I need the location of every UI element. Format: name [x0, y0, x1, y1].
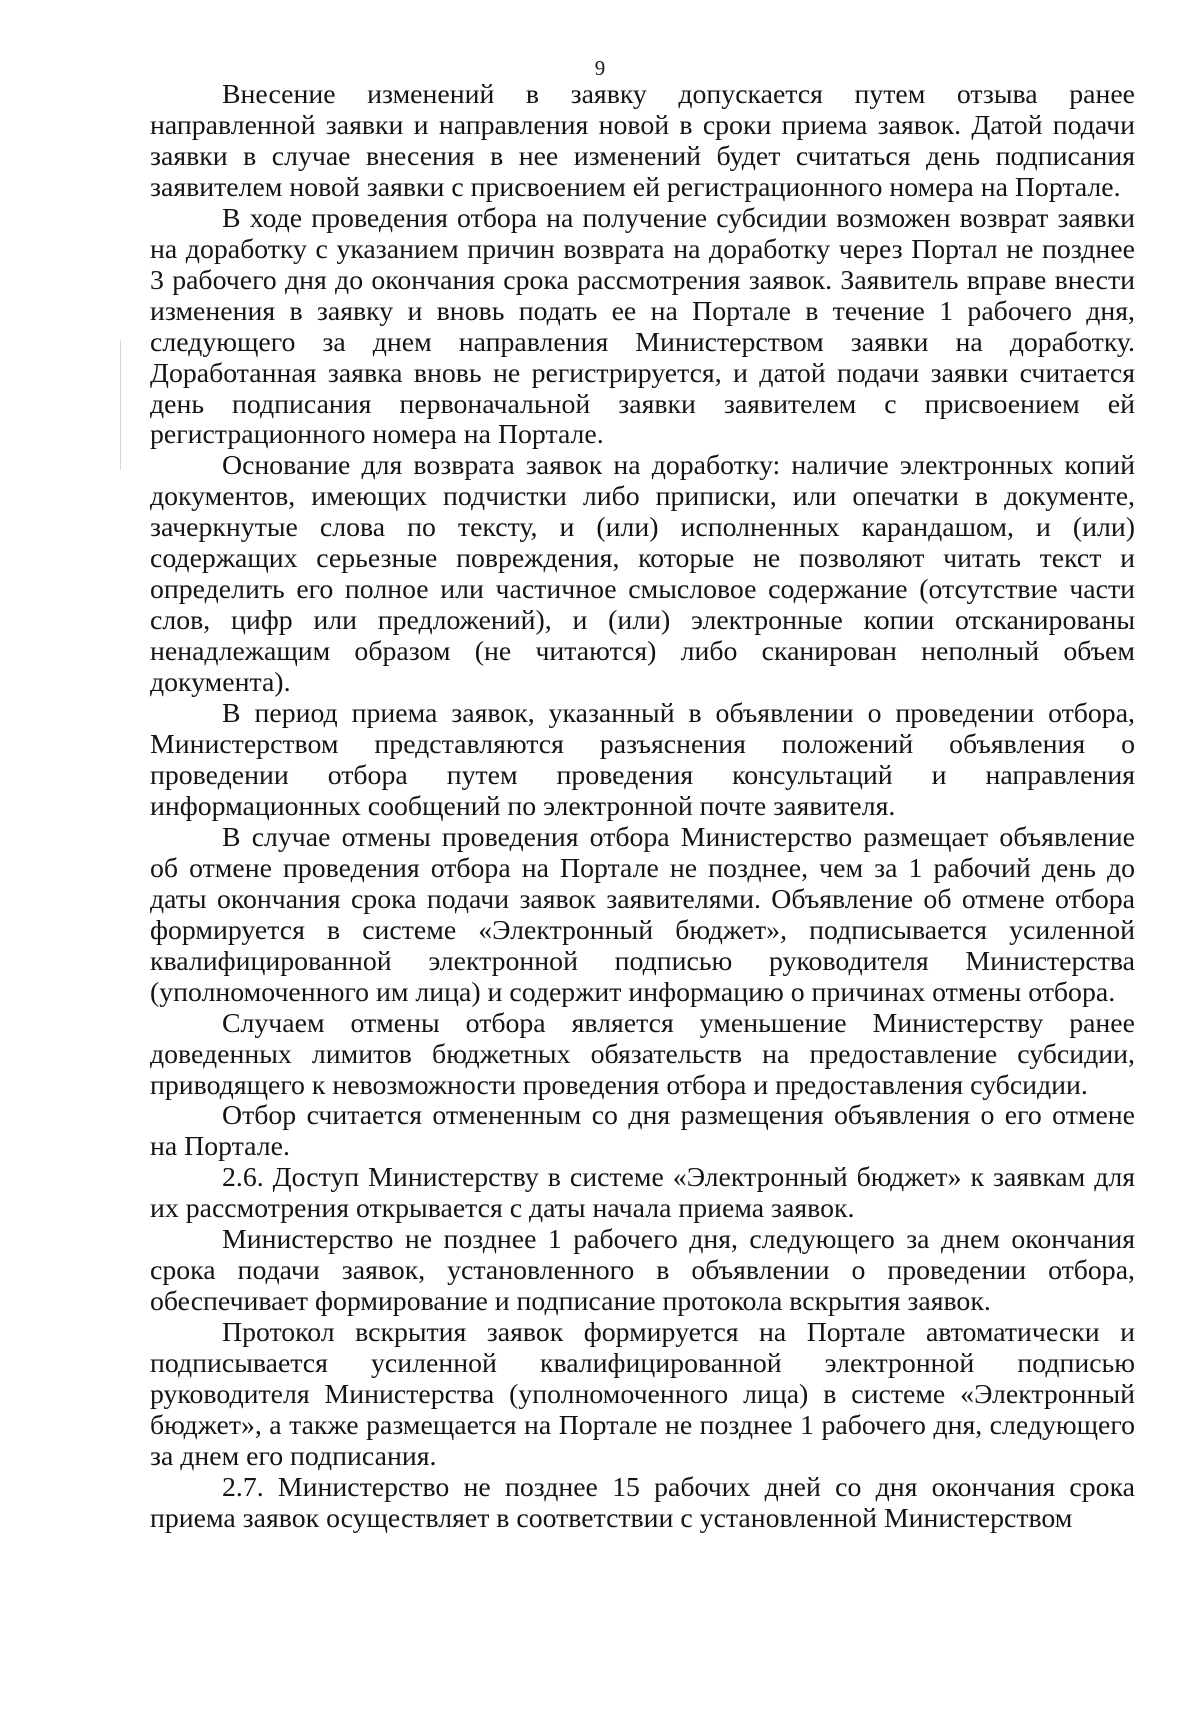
paragraph-cancelled-status: Отбор считается отмененным со дня размещения объявления о его отмене на Портале.: [150, 1100, 1135, 1163]
paragraph-protocol-signing: Протокол вскрытия заявок формируется на Портале автоматически и подписывается усиленной квалифицированной электронной подписью руководителя Министерства (уполномоченного лица) в системе «Электронный бюджет», а также размещается на Портале не позднее 1 рабочего дня, следующего за днем его подписания.: [150, 1317, 1135, 1472]
paragraph-cancellation-case: Случаем отмены отбора является уменьшение Министерству ранее доведенных лимитов бюджетных обязательств на предоставление субсидии, приводящего к невозможности проведения отбора и предоставления субсидии.: [150, 1007, 1135, 1101]
paragraph-return-grounds: Основание для возврата заявок на доработку: наличие электронных копий документов, имеющих подчистки либо приписки, или опечатки в документе, зачеркнутые слова по тексту, и (или) исполненных карандашом, и (или) содержащих серьезные повреждения, которые не позволяют читать текст и определить его полное или частичное смысловое содержание (отсутствие части слов, цифр или предложений), и (или) электронные копии отсканированы ненадлежащим образом (не читаются) либо сканирован неполный объем документа).: [150, 450, 1135, 699]
paragraph-amendment: Внесение изменений в заявку допускается путем отзыва ранее направленной заявки и направления новой в сроки приема заявок. Датой подачи заявки в случае внесения в нее изменений будет считаться день подписания заявителем новой заявки с присвоением ей регистрационного номера на Портале.: [150, 79, 1135, 203]
scan-margin-line: [120, 340, 121, 470]
paragraph-section-2-7: 2.7. Министерство не позднее 15 рабочих дней со дня окончания срока приема заявок осуществляет в соответствии с установленной Министерством: [150, 1471, 1135, 1534]
paragraph-clarifications: В период приема заявок, указанный в объявлении о проведении отбора, Министерством представляются разъяснения положений объявления о проведении отбора путем проведения консультаций и направления информационных сообщений по электронной почте заявителя.: [150, 698, 1135, 822]
paragraph-section-2-6: 2.6. Доступ Министерству в системе «Электронный бюджет» к заявкам для их рассмотрения открывается с даты начала приема заявок.: [150, 1162, 1135, 1225]
document-body: [150, 80, 1135, 1535]
paragraph-cancellation: В случае отмены проведения отбора Министерство размещает объявление об отмене проведения отбора на Портале не позднее, чем за 1 рабочий день до даты окончания срока подачи заявок заявителями. Объявление об отмене отбора формируется в системе «Электронный бюджет», подписывается усиленной квалифицированной электронной подписью руководителя Министерства (уполномоченного им лица) и содержит информацию о причинах отмены отбора.: [150, 821, 1135, 1008]
paragraph-return-for-revision: В ходе проведения отбора на получение субсидии возможен возврат заявки на доработку с указанием причин возврата на доработку через Портал не позднее 3 рабочего дня до окончания срока рассмотрения заявок. Заявитель вправе внести изменения в заявку и вновь подать ее на Портале в течение 1 рабочего дня, следующего за днем направления Министерством заявки на доработку. Доработанная заявка вновь не регистрируется, и датой подачи заявки считается день подписания первоначальной заявки заявителем с присвоением ей регистрационного номера на Портале.: [150, 202, 1135, 451]
page-number: 9: [594, 56, 606, 80]
paragraph-opening-protocol: Министерство не позднее 1 рабочего дня, следующего за днем окончания срока подачи заявок, установленного в объявлении о проведении отбора, обеспечивает формирование и подписание протокола вскрытия заявок.: [150, 1224, 1135, 1318]
